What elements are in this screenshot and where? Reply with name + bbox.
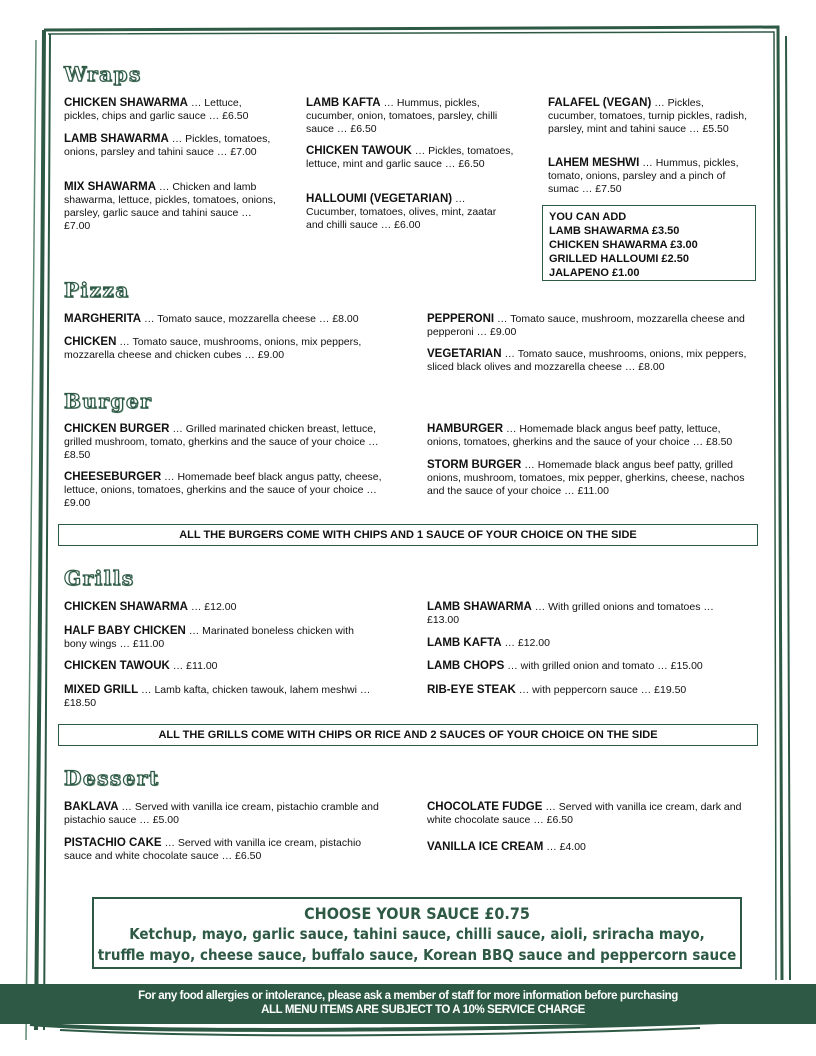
item-name: PISTACHIO CAKE <box>64 837 162 849</box>
menu-item <box>548 157 753 196</box>
burger-heading: Burger <box>64 389 153 413</box>
item-desc: … Tomato sauce, mushroom, mozzarella cheese and pepperoni … £9.00 <box>427 313 745 338</box>
item-desc: … £11.00 <box>169 660 218 672</box>
item-name: LAHEM MESHWI <box>548 157 640 169</box>
item-name: HALLOUMI (VEGETARIAN) <box>306 193 453 205</box>
item-desc: … Tomato sauce, mushrooms, onions, mix peppers, sliced black olives and mozzarella cheese … £8.00 <box>427 348 747 373</box>
item-name: BAKLAVA <box>64 801 119 813</box>
item-desc: … £12.00 <box>187 601 237 613</box>
menu-item <box>427 637 742 650</box>
menu-item <box>427 601 742 627</box>
menu-item <box>64 313 384 326</box>
item-name: CHICKEN TAWOUK <box>306 145 412 157</box>
item-name: PEPPERONI <box>427 313 495 325</box>
item-desc: … Grilled marinated chicken breast, lettuce, grilled mushroom, tomato, gherkins and the sauce of your choice … £8.50 <box>64 423 379 461</box>
item-name: LAMB KAFTA <box>427 637 502 649</box>
item-desc: … £12.00 <box>501 637 550 649</box>
item-name: VEGETARIAN <box>427 348 502 360</box>
item-desc: … Lettuce, pickles, chips and garlic sauce … £6.50 <box>64 97 249 122</box>
item-desc: … Pickles, cucumber, tomatoes, turnip pickles, radish, parsley, mint and tahini sauce … £5.50 <box>548 97 748 135</box>
add-extras-line: CHICKEN SHAWARMA £3.00 <box>549 239 698 251</box>
menu-item <box>64 601 374 614</box>
item-desc: … Homemade black angus beef patty, grilled onions, mushroom, tomatoes, mix pepper, gherkins, cheese, nachos and the sauce of your choice … £11.00 <box>427 459 745 497</box>
item-desc: … with grilled onion and tomato … £15.00 <box>504 660 703 672</box>
item-name: HAMBURGER <box>427 423 504 435</box>
item-name: LAMB KAFTA <box>306 97 381 109</box>
menu-item <box>306 193 516 232</box>
menu-item <box>427 348 747 374</box>
item-name: MIXED GRILL <box>64 684 139 696</box>
item-desc: … £4.00 <box>543 841 586 853</box>
item-desc: … Cucumber, tomatoes, olives, mint, zaatar and chilli sauce … £6.00 <box>306 193 497 231</box>
item-name: CHICKEN <box>64 336 117 348</box>
item-desc: … Tomato sauce, mozzarella cheese … £8.00 <box>141 313 359 325</box>
menu-item <box>64 660 374 673</box>
item-name: HALF BABY CHICKEN <box>64 625 186 637</box>
menu-item <box>306 145 516 171</box>
menu-item <box>427 459 747 498</box>
sauce-title: CHOOSE YOUR SAUCE £0.75 <box>304 904 530 923</box>
menu-item <box>306 97 516 136</box>
grills-heading: Grills <box>64 566 135 590</box>
add-extras-line: JALAPENO £1.00 <box>549 267 640 279</box>
menu-item <box>64 625 374 651</box>
item-name: FALAFEL (VEGAN) <box>548 97 652 109</box>
item-desc: … Chicken and lamb shawarma, lettuce, pickles, tomatoes, onions, parsley, garlic sauce and tahini sauce … £7.00 <box>64 181 276 232</box>
item-name: CHICKEN BURGER <box>64 423 170 435</box>
item-desc: … Marinated boneless chicken with bony wings … £11.00 <box>64 625 354 650</box>
service-charge-notice: ALL MENU ITEMS ARE SUBJECT TO A 10% SERVICE CHARGE <box>261 1004 585 1016</box>
item-desc: … Pickles, tomatoes, onions, parsley and tahini sauce … £7.00 <box>64 133 271 158</box>
menu-item <box>64 336 384 362</box>
menu-item <box>64 181 279 233</box>
item-desc: … Tomato sauce, mushrooms, onions, mix peppers, mozzarella cheese and chicken cubes … £9.00 <box>64 336 362 361</box>
menu-item <box>64 801 379 827</box>
menu-item <box>64 471 384 510</box>
item-name: STORM BURGER <box>427 459 522 471</box>
menu-item <box>427 423 747 449</box>
menu-item <box>64 423 384 462</box>
footer-bar <box>0 984 816 1024</box>
item-desc: … Hummus, pickles, tomato, onions, parsley and a pinch of sumac … £7.50 <box>548 157 739 195</box>
item-name: CHEESEBURGER <box>64 471 162 483</box>
item-desc: … With grilled onions and tomatoes … £13.00 <box>427 601 714 626</box>
sauce-list-line: Ketchup, mayo, garlic sauce, tahini sauce, chilli sauce, aioli, sriracha mayo, <box>129 925 705 943</box>
menu-item <box>427 684 742 697</box>
item-name: MIX SHAWARMA <box>64 181 156 193</box>
menu-item <box>64 133 279 159</box>
item-name: CHICKEN SHAWARMA <box>64 601 188 613</box>
item-desc: … Pickles, tomatoes, lettuce, mint and garlic sauce … £6.50 <box>306 145 514 170</box>
menu-item <box>427 801 742 827</box>
burger-banner: ALL THE BURGERS COME WITH CHIPS AND 1 SAUCE OF YOUR CHOICE ON THE SIDE <box>58 524 758 546</box>
item-name: CHOCOLATE FUDGE <box>427 801 543 813</box>
item-desc: … Served with vanilla ice cream, pistachio sauce and white chocolate sauce … £6.50 <box>64 837 362 862</box>
pizza-heading: Pizza <box>64 278 130 302</box>
item-name: MARGHERITA <box>64 313 142 325</box>
menu-item <box>64 837 379 863</box>
item-desc: … Served with vanilla ice cream, dark and white chocolate sauce … £6.50 <box>427 801 742 826</box>
add-extras-box <box>542 205 756 281</box>
menu-item <box>548 97 753 136</box>
sauce-list-line: truffle mayo, cheese sauce, buffalo sauce, Korean BBQ sauce and peppercorn sauce <box>97 946 737 964</box>
item-desc: … Served with vanilla ice cream, pistachio cramble and pistachio sauce … £5.00 <box>64 801 379 826</box>
item-desc: … Homemade beef black angus patty, cheese, lettuce, onions, tomatoes, gherkins and the sauce of your choice … £9.00 <box>64 471 382 509</box>
item-name: CHICKEN TAWOUK <box>64 660 170 672</box>
add-extras-line: YOU CAN ADD <box>549 211 627 223</box>
menu-item <box>427 841 742 854</box>
item-desc: … Homemade black angus beef patty, lettuce, onions, tomatoes, gherkins and the sauce of your choice … £8.50 <box>427 423 733 448</box>
menu-item <box>427 660 742 673</box>
add-extras-line: GRILLED HALLOUMI £2.50 <box>549 253 689 265</box>
menu-item <box>64 97 279 123</box>
menu-item <box>64 684 374 710</box>
allergy-notice: For any food allergies or intolerance, please ask a member of staff for more information before purchasing <box>138 990 678 1002</box>
item-name: LAMB CHOPS <box>427 660 505 672</box>
item-desc: … Lamb kafta, chicken tawouk, lahem meshwi … £18.50 <box>64 684 371 709</box>
item-name: LAMB SHAWARMA <box>64 133 169 145</box>
add-extras-line: LAMB SHAWARMA £3.50 <box>549 225 680 237</box>
item-name: LAMB SHAWARMA <box>427 601 532 613</box>
menu-item <box>427 313 747 339</box>
item-name: CHICKEN SHAWARMA <box>64 97 188 109</box>
sauce-box <box>92 897 742 969</box>
grills-banner: ALL THE GRILLS COME WITH CHIPS OR RICE AND 2 SAUCES OF YOUR CHOICE ON THE SIDE <box>58 724 758 746</box>
item-desc: … with peppercorn sauce … £19.50 <box>515 684 687 696</box>
item-name: VANILLA ICE CREAM <box>427 841 544 853</box>
dessert-heading: Dessert <box>64 766 160 790</box>
item-desc: … Hummus, pickles, cucumber, onion, tomatoes, parsley, chilli sauce … £6.50 <box>306 97 498 135</box>
item-name: RIB-EYE STEAK <box>427 684 516 696</box>
wraps-heading: Wraps <box>64 62 142 86</box>
